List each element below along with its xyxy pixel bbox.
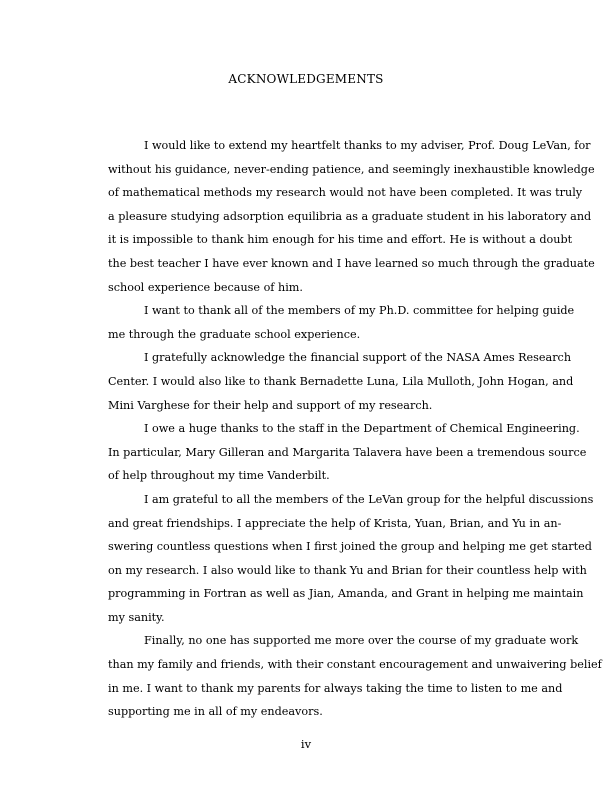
- paragraph-5-line-1: I am grateful to all the members of the LeVan group for the helpful discussions: [144, 492, 594, 506]
- paragraph-1-line-4: a pleasure studying adsorption equilibria as a graduate student in his laboratory and: [108, 209, 592, 223]
- paragraph-2-line-1: I want to thank all of the members of my Ph.D. committee for helping guide: [144, 304, 575, 318]
- paragraph-6-line-2: than my family and friends, with their constant encouragement and unwaivering belief: [108, 658, 602, 672]
- paragraph-4-line-2: In particular, Mary Gilleran and Margarita Talavera have been a tremendous source: [108, 445, 587, 459]
- paragraph-5-line-3: swering countless questions when I first joined the group and helping me get started: [108, 540, 592, 554]
- paragraph-2-line-2: me through the graduate school experience.: [108, 327, 361, 341]
- paragraph-3-line-1: I gratefully acknowledge the financial support of the NASA Ames Research: [144, 351, 572, 365]
- paragraph-1-line-6: the best teacher I have ever known and I have learned so much through the graduate: [108, 256, 595, 270]
- paragraph-6-line-3: in me. I want to thank my parents for always taking the time to listen to me and: [108, 681, 563, 695]
- paragraph-1-line-2: without his guidance, never-ending patience, and seemingly inexhaustible knowledge: [108, 162, 595, 176]
- acknowledgements-body: [108, 134, 602, 724]
- paragraph-6-line-1: Finally, no one has supported me more over the course of my graduate work: [144, 634, 579, 648]
- paragraph-1-line-7: school experience because of him.: [108, 280, 303, 294]
- paragraph-6-line-4: supporting me in all of my endeavors.: [108, 705, 323, 719]
- paragraph-3-line-3: Mini Varghese for their help and support of my research.: [108, 398, 433, 412]
- paragraph-4-line-1: I owe a huge thanks to the staff in the Department of Chemical Engineering.: [144, 422, 580, 436]
- paragraph-1-line-5: it is impossible to thank him enough for his time and effort. He is without a doubt: [108, 233, 573, 247]
- paragraph-5-line-2: and great friendships. I appreciate the help of Krista, Yuan, Brian, and Yu in an-: [108, 516, 562, 530]
- page-number: iv: [300, 737, 312, 751]
- page-heading: ACKNOWLEDGEMENTS: [228, 72, 384, 86]
- paragraph-5-line-4: on my research. I also would like to thank Yu and Brian for their countless help with: [108, 563, 587, 577]
- paragraph-1-line-3: of mathematical methods my research would not have been completed. It was truly: [108, 186, 583, 200]
- paragraph-4-line-3: of help throughout my time Vanderbilt.: [108, 469, 330, 483]
- paragraph-5-line-5: programming in Fortran as well as Jian, Amanda, and Grant in helping me maintain: [108, 587, 584, 601]
- paragraph-1-line-1: I would like to extend my heartfelt thanks to my adviser, Prof. Doug LeVan, for: [144, 139, 591, 152]
- paragraph-3-line-2: Center. I would also like to thank Bernadette Luna, Lila Mulloth, John Hogan, and: [108, 374, 574, 388]
- paragraph-5-line-6: my sanity.: [108, 610, 165, 624]
